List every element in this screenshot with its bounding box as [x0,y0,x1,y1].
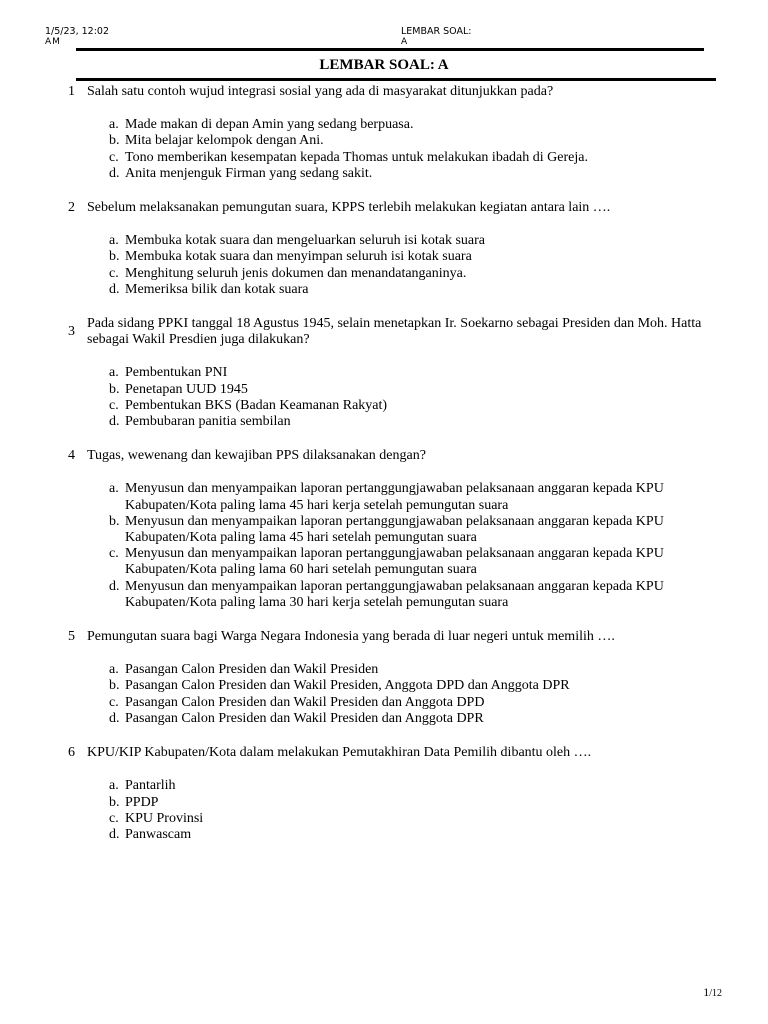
question-text: KPU/KIP Kabupaten/Kota dalam melakukan Pemutakhiran Data Pemilih dibantu oleh …. [87,745,592,761]
option-a [109,117,720,133]
question-5 [60,629,720,727]
question-number: 1 [68,84,75,99]
question-text: Pada sidang PPKI tanggal 18 Agustus 1945, selain menetapkan Ir. Soekarno sebagai Presiden dan Moh. Hatta sebagai Wakil Presdien juga dilakukan? [87,316,702,348]
option-list [87,778,720,843]
option-d [109,826,720,843]
option-c [109,694,720,711]
option-list [87,662,720,727]
option-c [109,546,720,578]
question-list [60,84,720,843]
print-doc-title: LEMBAR SOAL: [401,26,472,37]
option-letter: a. [109,481,119,497]
option-letter: a. [109,233,119,249]
option-letter: c. [109,149,119,165]
option-letter: c. [109,810,119,826]
option-text: Pasangan Calon Presiden dan Wakil Presiden dan Anggota DPD [125,694,485,710]
option-letter: a. [109,662,119,678]
page-number-current: 1 [703,985,710,999]
option-d [109,414,720,430]
option-list [87,117,720,182]
option-letter: a. [109,778,119,794]
option-c [109,397,720,414]
option-text: Membuka kotak suara dan menyimpan seluruh isi kotak suara [125,249,472,265]
option-d [109,578,720,611]
option-text: Pasangan Calon Presiden dan Wakil Presiden [125,662,379,678]
option-letter: c. [109,546,119,562]
option-b [109,133,720,149]
option-letter: b. [109,249,120,265]
option-text: Menyusun dan menyampaikan laporan pertanggungjawaban pelaksanaan anggaran kepada KPU Kabupaten/Kota paling lama 45 hari setelah pemungutan suara [125,513,664,546]
question-6 [60,745,720,843]
option-text: Pembentukan PNI [125,365,228,381]
option-text: Menyusun dan menyampaikan laporan pertanggungjawaban pelaksanaan anggaran kepada KPU Kabupaten/Kota paling lama 45 hari kerja setelah pemungutan suara [125,481,664,513]
option-a [109,233,720,249]
option-c [109,149,720,166]
option-d [109,710,720,727]
question-number: 2 [68,200,75,216]
option-letter: d. [109,578,120,594]
option-text: Menyusun dan menyampaikan laporan pertanggungjawaban pelaksanaan anggaran kepada KPU Kabupaten/Kota paling lama 60 hari setelah pemungutan suara [125,546,664,578]
option-text: Pembentukan BKS (Badan Keamanan Rakyat) [125,397,388,413]
option-b [109,513,720,546]
question-number: 6 [68,745,75,761]
option-letter: d. [109,826,120,842]
option-d [109,165,720,182]
print-header [45,26,723,47]
option-text: Mita belajar kelompok dengan Ani. [125,133,324,149]
option-letter: a. [109,365,119,381]
question-text: Sebelum melaksanakan pemungutan suara, KPPS terlebih melakukan kegiatan antara lain …. [87,200,611,216]
option-text: Membuka kotak suara dan mengeluarkan seluruh isi kotak suara [125,233,486,249]
option-d [109,281,720,298]
question-2 [60,200,720,298]
option-b [109,794,720,811]
print-title-overflow: A [401,37,409,47]
question-text: Salah satu contoh wujud integrasi sosial yang ada di masyarakat ditunjukkan pada? [87,84,554,99]
option-text: Penetapan UUD 1945 [125,381,248,397]
option-letter: d. [109,281,120,297]
option-letter: d. [109,710,120,726]
option-letter: b. [109,678,120,694]
option-letter: c. [109,397,119,413]
option-list [87,233,720,298]
option-b [109,678,720,694]
option-c [109,265,720,282]
option-b [109,381,720,398]
print-date-overflow: AM [45,37,61,47]
option-letter: d. [109,414,120,430]
option-text: Pasangan Calon Presiden dan Wakil Presiden, Anggota DPD dan Anggota DPR [125,678,570,694]
option-a [109,365,720,381]
option-letter: c. [109,265,119,281]
page-number [703,985,722,1000]
option-list [87,481,720,611]
option-list [87,365,720,430]
option-text: Panwascam [125,826,192,842]
print-date: 1/5/23, 12:02 [45,26,109,37]
question-text: Tugas, wewenang dan kewajiban PPS dilaksanakan dengan? [87,448,426,464]
option-letter: b. [109,513,120,529]
option-text: PPDP [125,794,159,810]
option-letter: b. [109,133,120,149]
option-text: KPU Provinsi [125,810,204,826]
option-letter: a. [109,117,119,133]
option-a [109,778,720,794]
option-a [109,481,720,513]
option-b [109,249,720,265]
option-letter: d. [109,165,120,181]
question-number: 5 [68,629,75,645]
option-c [109,810,720,827]
option-letter: c. [109,694,119,710]
option-letter: b. [109,794,120,810]
question-number: 3 [68,324,75,340]
sheet-title: LEMBAR SOAL: A [319,57,449,73]
question-4 [60,448,720,611]
option-text: Menyusun dan menyampaikan laporan pertanggungjawaban pelaksanaan anggaran kepada KPU Kabupaten/Kota paling lama 30 hari kerja setelah pemungutan suara [125,578,664,610]
option-a [109,662,720,678]
question-1 [60,84,720,182]
option-text: Menghitung seluruh jenis dokumen dan menandatanganinya. [125,265,467,281]
option-text: Memeriksa bilik dan kotak suara [125,281,309,297]
question-number: 4 [68,448,75,464]
header-rule-top [76,48,704,51]
page-number-total: /12 [709,988,722,999]
option-text: Pantarlih [125,778,176,794]
question-text: Pemungutan suara bagi Warga Negara Indonesia yang berada di luar negeri untuk memilih …. [87,629,615,645]
option-text: Tono memberikan kesempatan kepada Thomas untuk melakukan ibadah di Gereja. [125,149,588,165]
option-letter: b. [109,381,120,397]
option-text: Anita menjenguk Firman yang sedang sakit. [125,165,373,181]
option-text: Pasangan Calon Presiden dan Wakil Presiden dan Anggota DPR [125,710,484,726]
option-text: Pembubaran panitia sembilan [125,414,291,430]
header-rule-bottom [76,78,716,81]
question-3 [60,316,720,430]
option-text: Made makan di depan Amin yang sedang berpuasa. [125,117,414,133]
